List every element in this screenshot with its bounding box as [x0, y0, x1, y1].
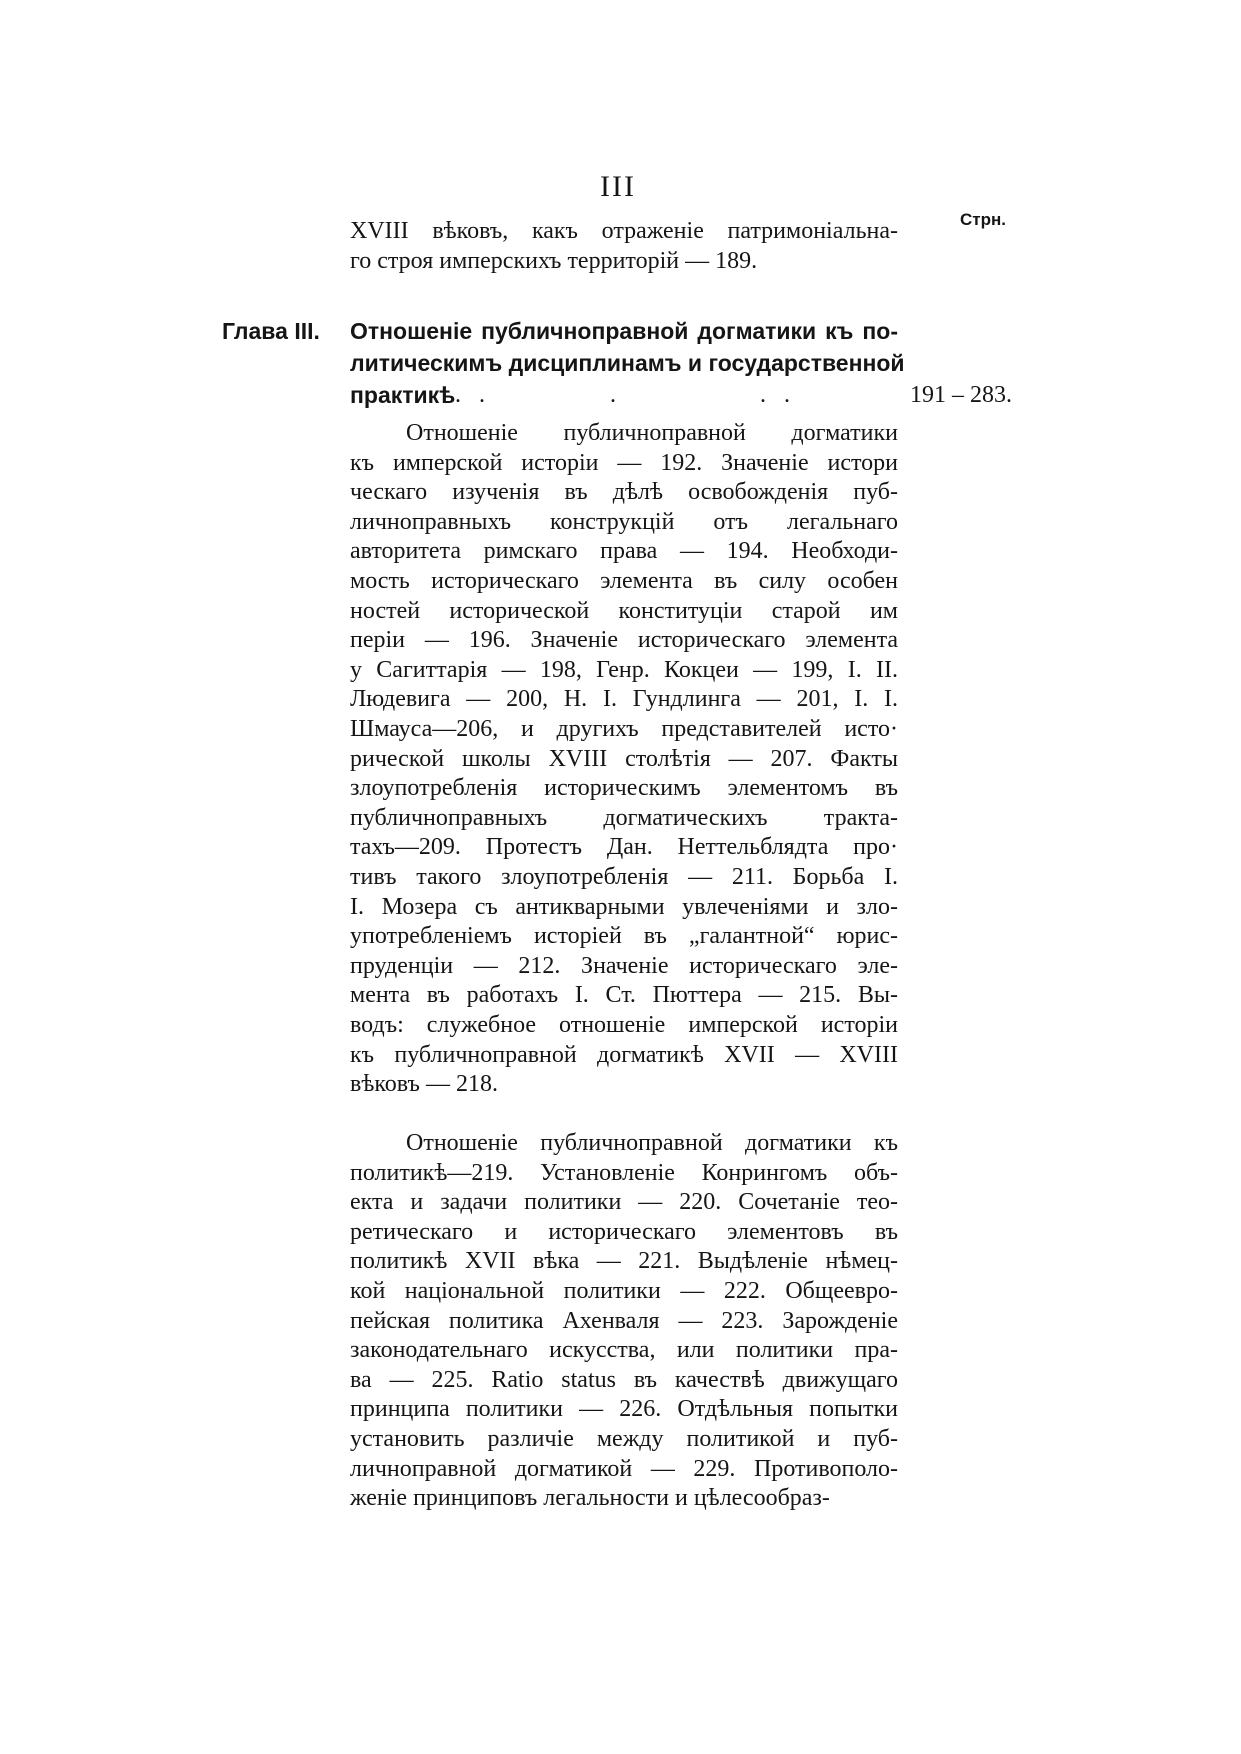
body-text-line: законодательнаго искусства, или политики пра-	[350, 1337, 898, 1364]
continuation-line: го строя имперскихъ территорій — 189.	[350, 248, 758, 274]
body-text-line: Отношеніе публичноправной догматики	[406, 420, 898, 446]
body-text-line: тахъ—209. Протестъ Дан. Неттельблядта про·	[350, 834, 898, 861]
body-text-line: вѣковъ — 218.	[350, 1071, 498, 1098]
body-text-line: екта и задачи политики — 220. Сочетаніе тео-	[350, 1189, 898, 1216]
body-text-line: періи — 196. Значеніе историческаго элемента	[350, 627, 898, 654]
body-text-line: кой національной политики — 222. Общеевро-	[350, 1278, 898, 1304]
body-text-line: Отношеніе публичноправной догматики къ	[406, 1130, 898, 1156]
body-text-line: женіе принциповъ легальности и цѣлесообраз-	[350, 1485, 830, 1512]
body-text-line: употребленіемъ исторіей въ „галантной“ юрис-	[350, 923, 898, 950]
body-text-line: публичноправныхъ догматическихъ тракта-	[350, 804, 898, 831]
body-text-line: ретическаго и историческаго элементовъ въ	[350, 1218, 898, 1245]
body-text-line: принципа политики — 226. Отдѣльныя попытки	[350, 1396, 898, 1423]
body-text-line: водъ: служебное отношеніе имперской исторіи	[350, 1012, 898, 1038]
leader-dots: . .	[760, 382, 796, 408]
chapter-title-line: Отношеніе публичноправной догматики къ по-	[350, 318, 898, 344]
body-text-line: къ имперской исторіи — 192. Значеніе истори	[350, 449, 898, 476]
body-text-line: мента въ работахъ I. Ст. Пюттера — 215. Вы-	[350, 982, 898, 1009]
body-text-line: ва — 225. Ratio status въ качествѣ движущаго	[350, 1366, 898, 1393]
body-text-line: Шмауса—206, и другихъ представителей исто·	[350, 716, 898, 742]
body-text-line: тивъ такого злоупотребленія — 211. Борьба I.	[350, 864, 898, 890]
body-text-line: пейская политика Ахенваля — 223. Зарожденіе	[350, 1307, 898, 1334]
body-text-line: авторитета римскаго права — 194. Необходи-	[350, 538, 898, 565]
page-number: III	[600, 170, 636, 203]
continuation-line: XVIII вѣковъ, какъ отраженіе патримоніальна-	[350, 218, 898, 244]
body-text-line: злоупотребленія историческимъ элементомъ въ	[350, 775, 898, 802]
body-text-line: политикѣ XVII вѣка — 221. Выдѣленіе нѣмец-	[350, 1248, 898, 1275]
pages-column-header: Стрн.	[960, 210, 1006, 229]
chapter-title-line: литическимъ дисциплинамъ и государственной	[350, 350, 905, 376]
chapter-title-line: практикѣ	[350, 382, 456, 408]
body-text-line: пруденціи — 212. Значеніе историческаго эле-	[350, 952, 898, 979]
body-text-line: къ публичноправной догматикѣ XVII — XVIII	[350, 1041, 898, 1068]
body-text-line: установить различіе между политикой и пуб-	[350, 1426, 898, 1452]
chapter-page-range: 191 – 283.	[910, 382, 1012, 408]
body-text-line: рической школы XVIII столѣтія — 207. Факты	[350, 745, 898, 772]
body-text-line: Людевига — 200, Н. I. Гундлинга — 201, I. I.	[350, 686, 898, 713]
body-text-line: мость историческаго элемента въ силу особен	[350, 568, 898, 594]
leader-dots: .	[610, 382, 622, 408]
chapter-label: Глава III.	[222, 318, 320, 344]
body-text-line: ностей исторической конституціи старой им	[350, 597, 898, 624]
body-text-line: личноправной догматикой — 229. Противополо-	[350, 1455, 898, 1482]
body-text-line: личноправныхъ конструкцій отъ легальнаго	[350, 508, 898, 535]
body-text-line: ческаго изученія въ дѣлѣ освобожденія пуб-	[350, 479, 898, 506]
body-text-line: у Сагиттарія — 198, Генр. Кокцеи — 199, I. II.	[350, 656, 898, 683]
leader-dots: . .	[455, 382, 491, 408]
body-text-line: I. Мозера съ антикварными увлеченіями и зло-	[350, 893, 898, 920]
body-text-line: политикѣ—219. Установленіе Конрингомъ объ-	[350, 1159, 898, 1186]
